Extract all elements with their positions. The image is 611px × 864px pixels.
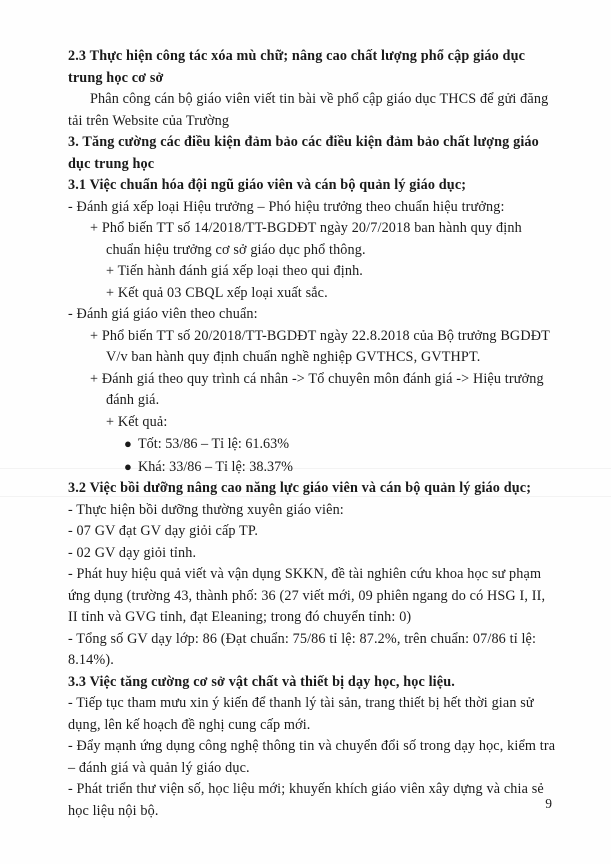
list-item (68, 433, 556, 456)
item-skkn: - Phát huy hiệu quả viết và vận dụng SKKN, đề tài nghiên cứu khoa học sư phạm ứng dụng (trường 43, thành phố: 36 (27 viết mới, 09 phiên ngang do có HSG I, II, II tỉnh và GVG tỉnh, đạt Eleaning; trong đó chuyển tỉnh: 0) (68, 566, 546, 625)
document-body (68, 46, 556, 822)
bullet-icon: ● (124, 458, 132, 474)
subitem-ket-qua: + Kết quả: (106, 413, 168, 430)
subitem-tien-hanh-danh-gia: + Tiến hành đánh giá xếp loại theo qui định. (106, 263, 363, 279)
item-boi-duong-thuong-xuyen: - Thực hiện bồi dưỡng thường xuyên giáo viên: (68, 501, 344, 518)
page-number: 9 (545, 796, 552, 811)
item-ung-dung-cntt: - Đẩy mạnh ứng dụng công nghệ thông tin và chuyển đổi số trong dạy học, kiểm tra – đánh giá và quản lý giáo dục. (68, 738, 556, 776)
subitem-ket-qua-cbql: + Kết quả 03 CBQL xếp loại xuất sắc. (106, 284, 328, 301)
heading-3-3: 3.3 Việc tăng cường cơ sở vật chất và thiết bị dạy học, học liệu. (68, 673, 455, 690)
subitem-tt-14: + Phổ biến TT số 14/2018/TT-BGDĐT ngày 20/7/2018 ban hành quy định chuẩn hiệu trưởng cơ sở giáo dục phổ thông. (90, 220, 522, 258)
item-gv-gioi-tinh: - 02 GV dạy giỏi tỉnh. (68, 544, 197, 561)
item-danh-gia-hieu-truong: - Đánh giá xếp loại Hiệu trưởng – Phó hiệu trưởng theo chuẩn hiệu trưởng: (68, 198, 505, 215)
item-gv-gioi-cap-tp: - 07 GV đạt GV dạy giỏi cấp TP. (68, 523, 259, 539)
heading-3-1: 3.1 Việc chuẩn hóa đội ngũ giáo viên và cán bộ quản lý giáo dục; (68, 177, 467, 193)
item-thu-vien-so: - Phát triển thư viện số, học liệu mới; khuyến khích giáo viên xây dựng và chia sẻ học liệu nội bộ. (68, 781, 544, 819)
heading-2-3: 2.3 Thực hiện công tác xóa mù chữ; nâng cao chất lượng phổ cập giáo dục trung học cơ sở (68, 48, 526, 86)
list-item-label: Tốt: 53/86 – Tỉ lệ: 61.63% (138, 436, 290, 452)
list-item-label: Khá: 33/86 – Tỉ lệ: 38.37% (138, 458, 293, 475)
item-tong-so-gv: - Tổng số GV dạy lớp: 86 (Đạt chuẩn: 75/86 tỉ lệ: 87.2%, trên chuẩn: 07/86 tỉ lệ: 8.14%). (68, 630, 537, 668)
heading-3-2: 3.2 Việc bồi dưỡng nâng cao năng lực giáo viên và cán bộ quản lý giáo dục; (68, 480, 532, 496)
list-item (68, 456, 556, 479)
item-thanh-ly-tai-san: - Tiếp tục tham mưu xin ý kiến để thanh lý tài sản, trang thiết bị hết thời gian sử dụng, lên kế hoạch đề nghị cung cấp mới. (68, 695, 534, 733)
subitem-tt-20: + Phổ biến TT số 20/2018/TT-BGDĐT ngày 22.8.2018 của Bộ trưởng BGDĐT V/v ban hành quy định chuẩn nghề nghiệp GVTHCS, GVTHPT. (90, 327, 550, 365)
heading-3: 3. Tăng cường các điều kiện đảm bảo các điều kiện đảm bảo chất lượng giáo dục trung học (68, 134, 539, 172)
bullet-icon: ● (124, 436, 132, 451)
item-danh-gia-giao-vien: - Đánh giá giáo viên theo chuẩn: (68, 306, 258, 322)
paragraph-2-3-body: Phân công cán bộ giáo viên viết tin bài về phổ cập giáo dục THCS để gửi đăng tải trên Website của Trường (68, 91, 549, 129)
subitem-quy-trinh-danh-gia: + Đánh giá theo quy trình cá nhân -> Tổ chuyên môn đánh giá -> Hiệu trưởng đánh giá. (90, 370, 544, 408)
